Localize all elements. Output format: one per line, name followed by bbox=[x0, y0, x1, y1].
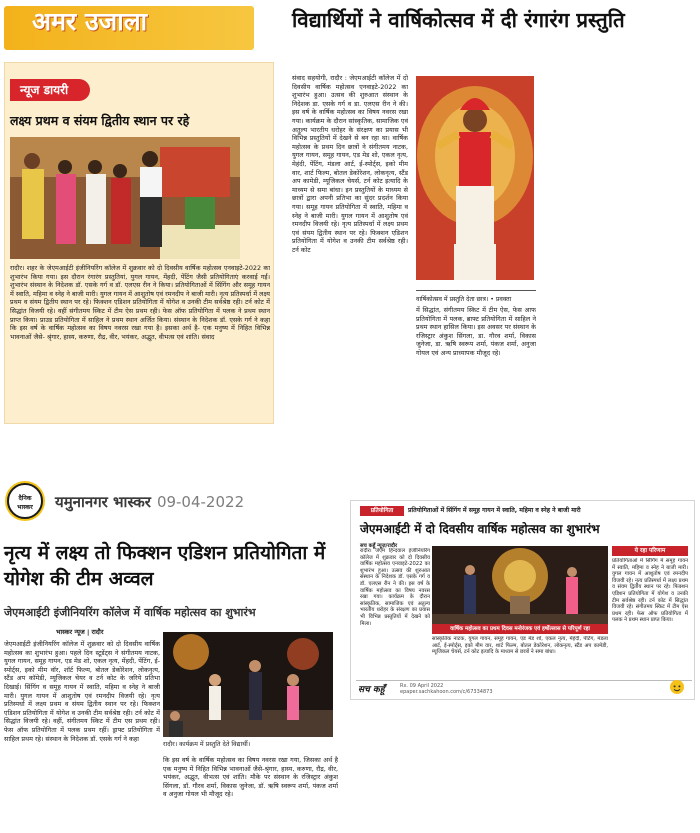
sach-kahoon-headline: जेएमआईटी में दो दिवसीय वार्षिक महोत्सव का शुभारंभ bbox=[360, 522, 600, 536]
results-sidebar-body: प्रतियोगिताओं में सिंगिंग में समूह गायन में स्वाति, महिमा व स्नेह ने बाजी मारी। युगल गायन में आशुतोष एवं रमनदीप विजयी रहे। नृत्य प्रतिस्पर्धा में लक्ष्य प्रथम व संयम द्वितीय स्थान पर रहे। फिक्शन एडिशन प्रतियोगिता में योगेश व उनकी टीम सर्वश्रेष्ठ रही। टर्न कोट में सिद्धांत विजयी रहे। संगीतमय स्किट में टीम ऐस प्रथम रही। फेस ऑफ प्रतियोगिता में पलक ने प्रथम स्थान प्राप्त किया। bbox=[612, 558, 688, 624]
competition-tagline: प्रतियोगिताओं में सिंगिंग में समूह गायन में स्वाति, महिमा व स्नेह ने बाजी मारी bbox=[408, 507, 581, 514]
stage-photo-illustration bbox=[163, 632, 333, 737]
bhaskar-body-col2: कि इस वर्ष के वार्षिक महोत्सव का विषय नवरस रखा गया, जिसका अर्थ है एक मनुष्य में निहित विभिन्न भावनाओं जैसे-श्रृंगार, हास्य, करुणा, रौद्र, वीर, भयंकर, अद्भुत, वीभत्स एवं शांति। मौके पर संस्थान के रजिस्ट्रार अंकुश सिंगला, डॉ. गौरव शर्मा, विकास जुनेजा, डॉ. ऋषि स्वरूप शर्मा, पंकज शर्मा व अनुजा गोयल भी मौजूद रहे। bbox=[163, 756, 338, 799]
sach-kahoon-byline: सच कहूँ न्यूज़/रादौर bbox=[360, 543, 398, 549]
stage-hosts-photo-illustration bbox=[432, 546, 608, 624]
bhaskar-date: 09-04-2022 bbox=[156, 493, 245, 511]
bhaskar-masthead bbox=[55, 492, 335, 512]
right-top-body-col2: में सिद्धांत, संगीतमय स्किट में टीम ऐस, फेस आफ प्रतियोगिता में पलक, ब्राफ्ट प्रतियोगिता में साहिल ने प्रथम स्थान हासिल किया। इस अवसर पर संस्थान के रजिस्ट्रार अंकुश सिंगला, डा. गौरव शर्मा, विकास जुनेजा, डा. ऋषि स्वरूप शर्मा, पंकज शर्मा, अनुजा गोयल एवं अन्य प्राध्यापक मौजूद रहे। bbox=[416, 306, 536, 357]
performer-photo-illustration bbox=[416, 76, 534, 280]
bhaskar-photo-caption: रादौर। कार्यक्रम में प्रस्तुति देते विद्यार्थी। bbox=[163, 741, 251, 748]
dainik-bhaskar-logo-text bbox=[7, 483, 43, 519]
bhaskar-body-col1: जेएमआईटी इंजीनियरिंग कॉलेज में शुक्रवार को दो दिवसीय वार्षिक महोत्सव का शुभारंभ हुआ। पहले दिन स्टूडेंट्स ने संगीतमय नाटक, युगल गायन, समूह गायन, एड मेड शो, एकल नृत्य, मेंहदी, पेंटिंग, ई-स्पोर्ट्स, इको मीम वॉर, शॉर्ट फिल्म, बोतल डेकोरेशन, लोकनृत्य, स्टैंड अप कॉमेडी, म्यूजिकल चेयर व टर्न कोट के जरिये प्रतिभा दिखाई। सिंगिंग व समूह गायन में स्वाति, महिमा व स्नेह ने बाजी मारी। युगल गायन में आशुतोष एवं रमनदीप विजयी रहे। नृत्य प्रतिस्पर्धा में लक्ष्य प्रथम व संयम द्वितीय स्थान पर रहे। फिक्शन एडिशन प्रतियोगिता में योगेश व उनकी टीम सर्वश्रेष्ठ रही। टर्न कोट में सिद्धांत विजयी रहे। वहीं, संगीतमय स्किट में टीम एस प्रथम रही। फेस ऑफ प्रतियोगिता में पलक प्रथम रहीं। ड्राफ्ट प्रतियोगिता में साहिल प्रथम रहे। संस्थान के निदेशक डॉ. एसके गर्ग ने कहा bbox=[4, 640, 160, 743]
amar-ujala-masthead: अमर उजाला bbox=[32, 7, 148, 36]
right-top-photo-caption: वार्षिकोत्सव में प्रस्तुति देता छात्र। • प्रवक्ता bbox=[416, 290, 536, 303]
bhaskar-subheadline: जेएमआईटी इंजीनियरिंग कॉलेज में वार्षिक महोत्सव का शुभारंभ bbox=[4, 606, 256, 619]
results-sidebar-heading: ये रहा परिणाम bbox=[612, 546, 688, 556]
smiley-icon bbox=[670, 680, 684, 694]
event-photo-illustration bbox=[10, 137, 240, 259]
sach-kahoon-photo bbox=[432, 546, 608, 624]
amar-ujala-photo bbox=[10, 137, 240, 259]
bhaskar-photo bbox=[163, 632, 333, 737]
right-top-photo bbox=[416, 76, 534, 280]
logo-line1: दैनिक bbox=[18, 495, 32, 502]
sach-kahoon-body-a: रादौर। जेएम हिन्दवाल इंजीनियरिंग कॉलेज में शुक्रवार को दो दिवसीय वार्षिक महोत्सव एनवाइटे-2022 का शुभारंभ हुआ। उत्सव की शुरुआत संस्थान के निदेशक डॉ. एसके गर्ग व डॉ. एलएस रीन ने की। इस वर्ष के वार्षिक महोत्सव का विषय नवरस रखा गया। कार्यक्रम के दौरान सांस्कृतिक, सामाजिक एवं अतुल्य भारतीय धरोहर के संरक्षण का प्रयास भी विभिन्न प्रस्तुतियों में देखने को मिला। bbox=[360, 548, 430, 627]
epaper-url: epaper.sachkahoon.com/c/67334873 bbox=[400, 689, 493, 695]
bhaskar-byline: भास्कर न्यूज | रादौर bbox=[56, 628, 104, 636]
photo-caption-bar: वार्षिक महोत्सव का प्रथम दिवस मनोरंजक एवं हर्षोल्लास से परिपूर्ण रहा bbox=[432, 624, 608, 634]
logo-line2: भास्कर bbox=[17, 504, 33, 511]
bhaskar-edition-name: यमुनानगर भास्कर bbox=[55, 493, 151, 511]
edition-date: Rx. 09 April 2022 bbox=[400, 683, 444, 689]
sach-kahoon-body-b: सांस्कृतिक नाटक, युगल गायन, समूह गायन, एड मेड शो, एकल नृत्य, मेहंदी, पेंटिंग, मंडला आर्ट, ई-स्पोर्ट्स, इको मीम वार, शार्ट फिल्म, बोतल डेकोरेशन, लोकनृत्य, स्टैंड अप कामेडी, म्यूजिकल चेयर्स, टर्न कोट इत्यादि के माध्यम से छात्रों ने समा बांधा। bbox=[432, 636, 608, 656]
right-top-headline: विद्यार्थियों ने वार्षिकोत्सव में दी रंगारंग प्रस्तुति bbox=[292, 8, 625, 32]
epaper-info bbox=[400, 683, 493, 695]
amar-ujala-body: रादौर। शहर के जेएमआईटी इंजीनियरिंग कॉलेज में शुक्रवार को दो दिवसीय वार्षिक महोत्सव एनवाइटे-2022 का शुभारंभ किया गया। इस दौरान रंगारंग प्रस्तुतियां, युगल गायन, मेंहदी, पेंटिंग जैसी प्रतियोगिताएं करवाई गईं। शुभारंभ संस्थान के निदेशक डॉ. एसके गर्ग व डॉ. एलएस रीन ने किया। प्रतियोगिताओं में सिंगिंग और समूह गायन में स्वाति, महिमा व स्नेह ने बाजी मारी। युगल गायन में आशुतोष एवं रमनदीप ने बाजी मारी। नृत्य प्रतिस्पर्धा में लक्ष्य प्रथम व संयम द्वितीय स्थान पर रहे। फिक्शन एडिशन प्रतियोगिता में योगेश व उनकी टीम सर्वश्रेष्ठ रही। टर्न कोट में सिद्धांत विजयी रहे। वहीं संगीतमय स्किट में टीम ऐस प्रथम रही। फेस ऑफ प्रतियोगिता में पलक ने प्रथम स्थान प्राप्त किया। प्राउड प्रतियोगिता में साहिल ने प्रथम स्थान अर्जित किया। संस्थान के निदेशक डॉ. एसके गर्ग ने कहा कि इस वर्ष के वार्षिक महोत्सव का विषय नवरस रखा गया है। इसका अर्थ है- एक मनुष्य में निहित विभिन्न भावनाओं जैसे- श्रृंगार, हास्य, करुणा, रौद्र, वीर, भयंकर, अद्भुत, वीभत्स एवं शांति। संवाद bbox=[10, 264, 270, 341]
competition-tag: प्रतियोगिता bbox=[360, 506, 404, 516]
right-top-body-col1: संवाद सहयोगी, रादौर : जेएमआईटी कॉलेज में दो दिवसीय वार्षिक महोत्सव एनवाइटे-2022 का शुभारंभ हुआ। उत्सव की शुरुआत संस्थान के निदेशक डा. एसके गर्ग व डा. एलएस रीन ने की। इस वर्ष के वार्षिक महोत्सव का विषय नवरस रखा गया। कार्यक्रम के दौरान सांस्कृतिक, सामाजिक एवं अतुल्य भारतीय धरोहर के संरक्षण का प्रयास भी विभिन्न प्रस्तुतियों में देखने से बन रहा था। वार्षिक महोत्सव के प्रथम दिन छात्रों ने संगीतमय नाटक, युगल गायन, समूह गायन, एड मेड शो, एकल नृत्य, मेहंदी, पेंटिंग, मंडला आर्ट, ई-स्पोर्ट्स, इको मीम वार, शार्ट फिल्म, बोतल डेकोरेशन, लोकनृत्य, स्टैंड अप कामेडी, म्यूजिकल चेयर्स, टर्न कोट इत्यादि के माध्यम से समा बांधा। इन प्रस्तुतियों के माध्यम से छात्रों द्वारा अपनी प्रतिभा का सुंदर प्रदर्शन किया गया। समूह गायन प्रतियोगिता में स्वाति, महिमा व स्नेह ने बाजी मारी। युगल गायन में आशुतोष एवं रमनदीप विजयी रहे। नृत्य प्रतिस्पर्धा में लक्ष्य प्रथम एवं संयम द्वितीय स्थान पर रहे। फिक्शन एडिशन प्रतियोगिता में योगेश व उनकी टीम सर्वश्रेष्ठ रही। टर्न कोट bbox=[292, 74, 408, 254]
bhaskar-headline: नृत्य में लक्ष्य तो फिक्शन एडिशन प्रतियोगिता में योगेश की टीम अव्वल bbox=[4, 542, 326, 590]
amar-ujala-headline: लक्ष्य प्रथम व संयम द्वितीय स्थान पर रहे bbox=[10, 113, 190, 128]
sach-kahoon-brand: सच कहूँ bbox=[358, 685, 385, 695]
news-diary-kicker: न्यूज डायरी bbox=[10, 79, 90, 101]
